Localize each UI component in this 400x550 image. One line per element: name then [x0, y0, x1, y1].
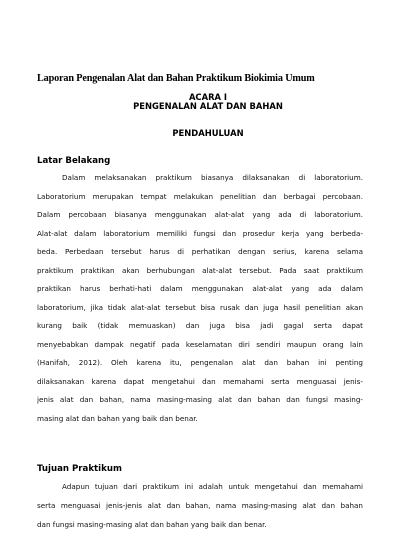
- paragraph-line: menyebabkan dampak negatif pada keselamatan diri sendiri maupun orang lain: [37, 339, 363, 349]
- paragraph-line: Alat-alat dalam laboratorium memiliki fungsi dan prosedur kerja yang berbeda-: [37, 228, 363, 238]
- latar-belakang-paragraph: [37, 169, 363, 428]
- tujuan-praktikum-heading: Tujuan Praktikum: [37, 464, 122, 474]
- acara-label: ACARA I: [188, 92, 228, 102]
- paragraph-line: Dalam melaksanakan praktikum biasanya dilaksanakan di laboratorium.: [62, 173, 363, 182]
- tujuan-praktikum-paragraph: [37, 477, 363, 534]
- paragraph-line: dan fungsi masing-masing alat dan bahan yang baik dan benar.: [37, 520, 267, 529]
- paragraph-line: dilaksanakan karena dapat mengetahui dan memahami serta menguasai jenis-: [37, 376, 363, 386]
- paragraph-line: masing alat dan bahan yang baik dan benar.: [37, 413, 198, 423]
- paragraph-line: Dalam percobaan biasanya menggunakan alat-alat yang ada di laboratorium.: [37, 210, 363, 219]
- paragraph-line: praktikum praktikan akan berhubungan alat-alat tersebut. Pada saat praktikum: [37, 265, 363, 275]
- latar-belakang-heading: Latar Belakang: [37, 156, 111, 166]
- section-title: PENDAHULUAN: [172, 128, 244, 138]
- document-header-title: Laporan Pengenalan Alat dan Bahan Praktikum Biokimia Umum: [37, 73, 315, 84]
- acara-title: PENGENALAN ALAT DAN BAHAN: [133, 101, 283, 111]
- paragraph-line: kurang baik (tidak memuaskan) dan juga bisa jadi gagal serta dapat: [37, 321, 363, 330]
- paragraph-line: (Hanifah, 2012). Oleh karena itu, pengenalan alat dan bahan ini penting: [37, 358, 363, 367]
- paragraph-line: praktikan harus berhati-hati dalam menggunakan alat-alat yang ada dalam: [37, 284, 363, 293]
- paragraph-line: beda. Perbedaan tersebut harus di perhatikan dengan serius, karena selama: [37, 247, 363, 256]
- paragraph-line: jenis alat dan bahan, nama masing-masing alat dan bahan dan fungsi masing-: [37, 395, 363, 404]
- paragraph-line: Adapun tujuan dari praktikum ini adalah untuk mengetahui dan memahami: [62, 482, 363, 491]
- paragraph-line: serta menguasai jenis-jenis alat dan bahan, nama masing-masing alat dan bahan: [37, 501, 363, 510]
- paragraph-line: laboratorium, jika tidak alat-alat tersebut bisa rusak dan juga hasil penelitian akan: [37, 302, 363, 312]
- paragraph-line: Laboratorium merupakan tempat melakukan penelitian dan berbagai percobaan.: [37, 191, 363, 201]
